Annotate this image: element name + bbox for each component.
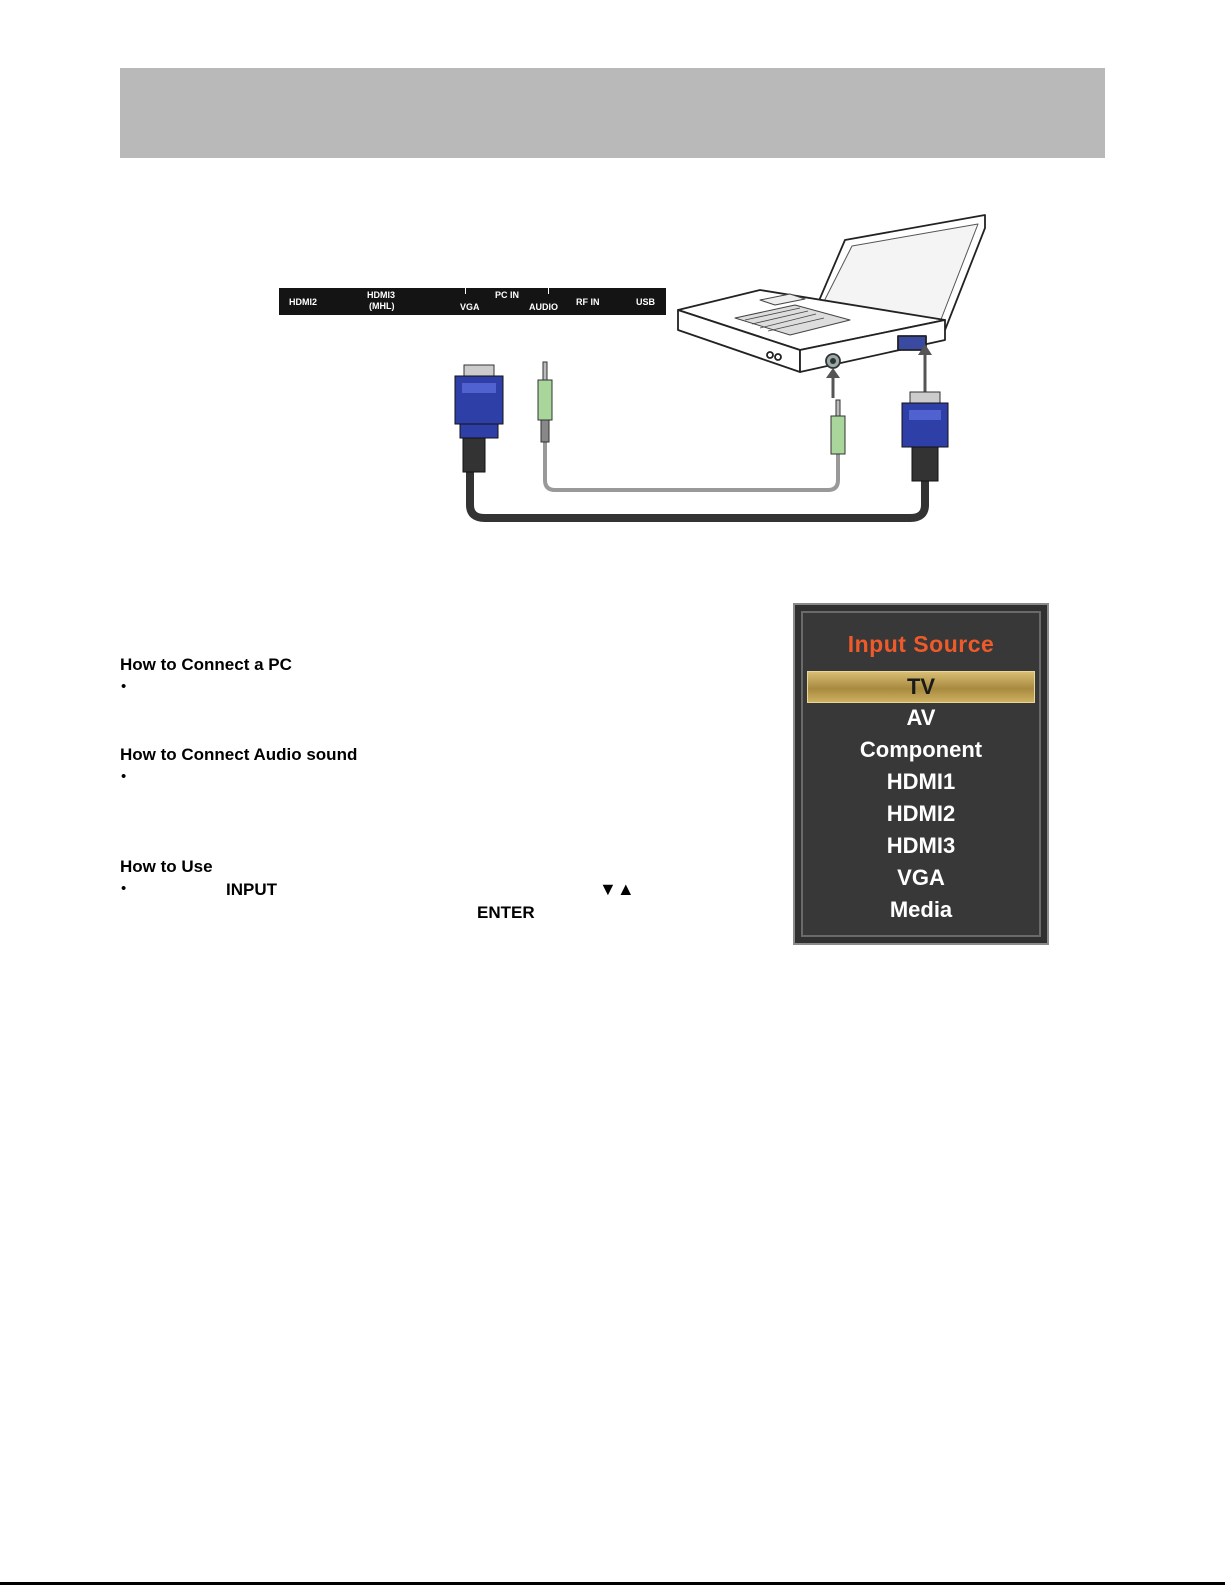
section-title-connect-pc: How to Connect a PC [120,655,292,674]
menu-item-hdmi2[interactable]: HDMI2 [886,801,956,826]
keyword-arrows: ▼▲ [599,879,635,899]
audio-plug-left [538,362,552,442]
port-label-mhl: (MHL) [369,301,395,311]
menu-item-media[interactable]: Media [889,897,953,922]
input-source-title: Input Source [847,631,995,657]
menu-item-av[interactable]: AV [906,705,936,730]
laptop-illustration [678,215,985,372]
port-label-rfin: RF IN [576,297,600,307]
menu-item-hdmi3[interactable]: HDMI3 [886,833,956,858]
menu-item-component[interactable]: Component [859,737,983,762]
pcin-bracket-right [532,287,549,294]
port-label-usb: USB [636,297,656,307]
section-title-how-to-use: How to Use [120,857,213,876]
input-source-menu [793,603,1049,945]
vga-cable [470,470,925,518]
port-label-vga: VGA [460,302,480,312]
keyword-input: INPUT [226,880,277,899]
menu-item-tv[interactable]: TV [807,671,1035,703]
bullet-how-to-use: • [121,880,127,897]
connection-diagram [0,0,1225,560]
port-label-hdmi3: HDMI3 [367,290,396,300]
menu-item-hdmi1[interactable]: HDMI1 [886,769,956,794]
input-source-menu-frame [801,611,1041,937]
tv-port-strip [279,288,666,315]
port-label-pcin: PC IN [495,290,520,300]
section-title-connect-audio: How to Connect Audio sound [120,745,358,764]
menu-item-vga[interactable]: VGA [897,865,945,890]
port-label-audio: AUDIO [529,302,558,312]
bullet-connect-pc: • [121,678,127,695]
keyword-enter: ENTER [477,903,535,922]
port-label-hdmi2: HDMI2 [289,297,318,307]
audio-plug-right [831,400,845,454]
bullet-connect-audio: • [121,768,127,785]
vga-connector-left [455,365,503,472]
vga-connector-right [902,392,948,481]
pcin-bracket-left [465,287,482,294]
audio-cable [545,440,838,490]
